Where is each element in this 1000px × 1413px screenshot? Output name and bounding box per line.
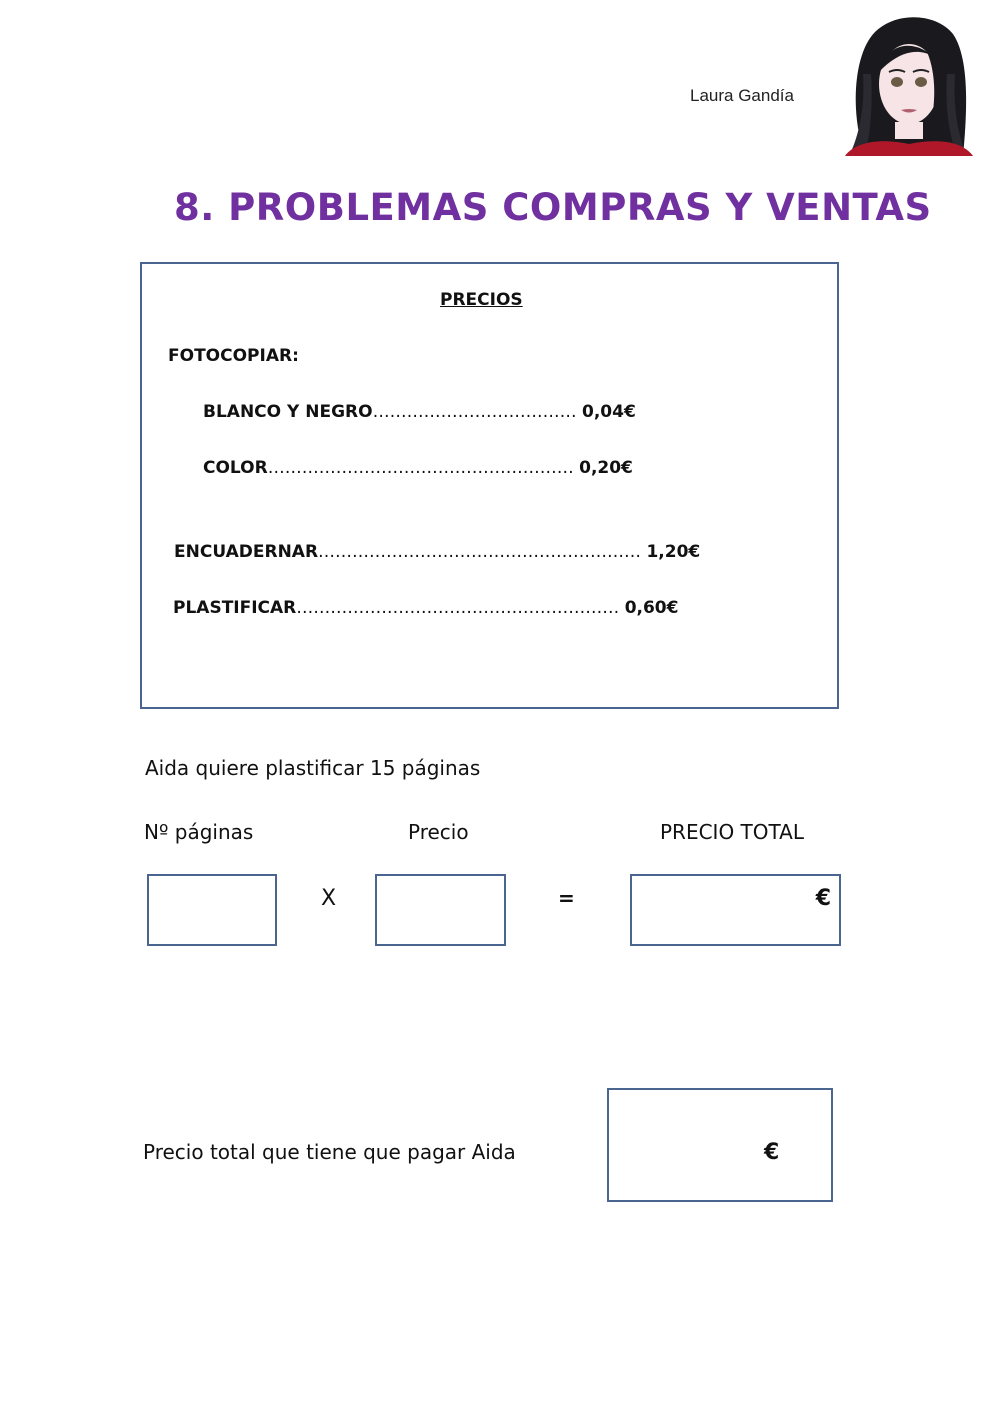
price-row-color [203, 458, 633, 478]
total-price-label: PRECIO TOTAL [660, 820, 805, 844]
price-item-label: ENCUADERNAR [174, 542, 319, 562]
leader-dots: ……………………………………………… [267, 458, 580, 478]
author-name: Laura Gandía [690, 86, 794, 105]
total-price-input[interactable] [630, 874, 841, 946]
price-row-laminate [173, 598, 678, 618]
price-category-photocopy: FOTOCOPIAR: [168, 346, 299, 366]
price-label: Precio [408, 820, 469, 844]
euro-unit: € [815, 886, 831, 911]
price-input[interactable] [375, 874, 506, 946]
price-list-box [140, 262, 839, 709]
problem-statement: Aida quiere plastificar 15 páginas [145, 756, 481, 780]
price-item-label: BLANCO Y NEGRO [203, 402, 373, 422]
leader-dots: ……………………………… [372, 402, 582, 422]
price-row-binding [174, 542, 700, 562]
price-item-value: 0,20€ [579, 458, 633, 478]
price-list-heading: PRECIOS [440, 290, 523, 310]
final-total-label: Precio total que tiene que pagar Aida [143, 1140, 516, 1164]
leader-dots: ………………………………………………… [296, 598, 625, 618]
leader-dots: ………………………………………………… [318, 542, 647, 562]
price-row-black-white [203, 402, 636, 422]
woman-avatar-icon [845, 14, 975, 156]
multiply-sign: X [321, 886, 337, 911]
equals-sign: = [558, 886, 575, 910]
pages-input[interactable] [147, 874, 277, 946]
pages-label: Nº páginas [144, 820, 254, 844]
price-item-value: 1,20€ [646, 542, 701, 562]
final-total-input[interactable] [607, 1088, 833, 1202]
page-title: 8. PROBLEMAS COMPRAS Y VENTAS [174, 186, 932, 229]
euro-unit: € [764, 1140, 780, 1165]
price-item-label: PLASTIFICAR [173, 598, 297, 618]
price-item-value: 0,60€ [624, 598, 679, 618]
price-item-label: COLOR [203, 458, 268, 478]
price-item-value: 0,04€ [582, 402, 636, 422]
